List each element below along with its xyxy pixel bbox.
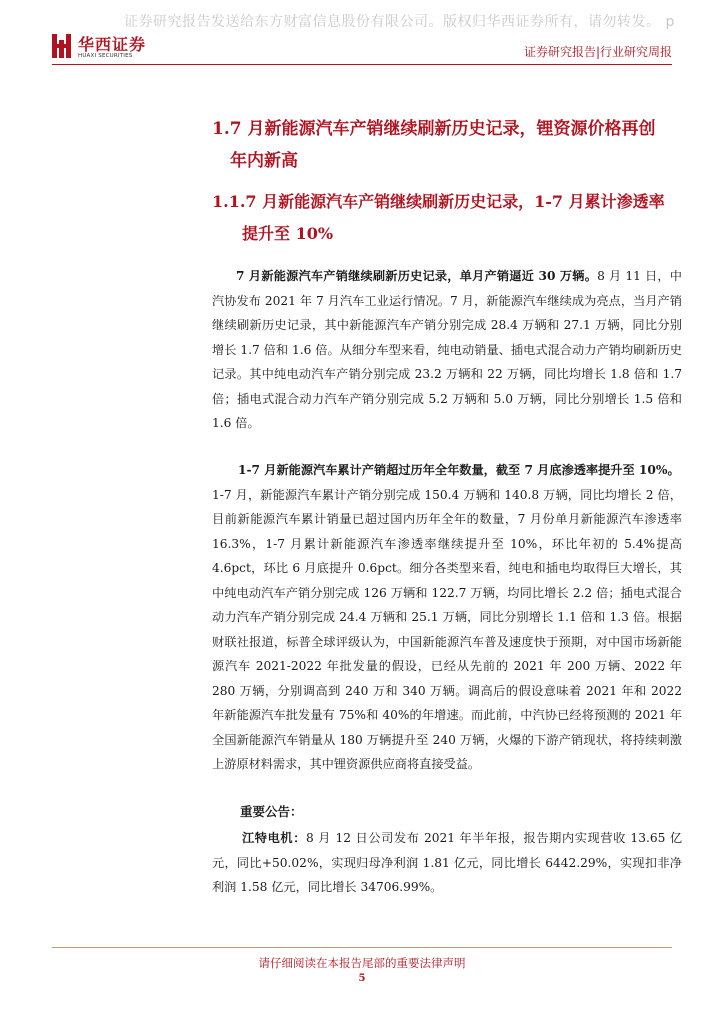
logo-mark-icon [52, 34, 72, 58]
section-heading-2-line1: 1.1.7 月新能源汽车产销继续刷新历史记录，1-7 月累计渗透率 [212, 192, 665, 211]
section-heading-2 [212, 186, 682, 250]
announcement-item [212, 826, 682, 900]
logo-name-en: HUAXI SECURITIES [78, 53, 133, 59]
header-divider [52, 64, 672, 65]
paragraph-sales-record-lead: 7 月新能源汽车产销继续刷新历史记录，单月产销逼近 30 万辆。 [236, 269, 598, 283]
paragraph-sales-record [212, 264, 682, 436]
paragraph-penetration-rate-lead: 1-7 月新能源汽车累计产销超过历年全年数量，截至 7 月底渗透率提升至 10%。 [238, 463, 680, 477]
legal-notice: 请仔细阅读在本报告尾部的重要法律声明 [258, 956, 466, 970]
paragraph-penetration-rate-body: 1-7 月，新能源汽车累计产销分别完成 150.4 万辆和 140.8 万辆，同比均增长 2 倍，目前新能源汽车累计销量已超过国内历年全年的数量，7 月份单月新能源汽车渗透率 16.3%，1-7 月累计新能源汽车渗透率继续提升至 10%，环比年初的 5.4%提高 4.6pct，环比 6 月底提升 0.6pct。细分各类型来看，纯电和插电均取得巨大增长，其中纯电动汽车产销分别完成 126 万辆和 122.7 万辆，均同比增长 2.2 倍；插电式混合动力汽车产销分别完成 24.4 万辆和 25.1 万辆，同比分别增长 1.1 倍和 1.3 倍。根据财联社报道，标普全球评级认为，中国新能源汽车普及速度快于预期，对中国市场新能源汽车 2021-2022 年批发量的假设，已经从先前的 2021 年 200 万辆、2022 年 280 万辆，分别调高到 240 万和 340 万辆。调高后的假设意味着 2021 年和 2022 年新能源汽车批发量有 75%和 40%的年增速。而此前，中汽协已经将预测的 2021 年全国新能源汽车销量从 180 万辆提升至 240 万辆，火爆的下游产销现状，将持续刺激上游原材料需求，其中锂资源供应商将直接受益。 [212, 487, 682, 771]
section-heading-1-line2: 年内新高 [230, 151, 298, 171]
watermark-text: 证券研究报告发送给东方财富信息股份有限公司。版权归华西证券所有，请勿转发。 p [124, 14, 675, 30]
logo-name-cn: 华西证券 [78, 35, 147, 54]
section-heading-2-line2: 提升至 10% [242, 224, 334, 243]
footer-divider [52, 947, 672, 948]
section-heading-1-line1: 1.7 月新能源汽车产销继续刷新历史记录，锂资源价格再创 [212, 119, 656, 139]
page-number: 5 [358, 973, 366, 984]
announcement-company: 江特电机： [242, 831, 307, 845]
section-heading-1 [212, 113, 682, 177]
report-type-label: 证券研究报告|行业研究周报 [523, 45, 672, 59]
paragraph-penetration-rate [212, 458, 682, 777]
announcement-text: 8 月 12 日公司发布 2021 年半年报，报告期内实现营收 13.65 亿元，同比+50.02%，实现归母净利润 1.81 亿元，同比增长 6442.29%，实现扣非净利润 1.58 亿元，同比增长 34706.99%。 [212, 831, 683, 894]
announcements-title: 重要公告： [240, 804, 303, 819]
paragraph-sales-record-body: 8 月 11 日，中汽协发布 2021 年 7 月汽车工业运行情况。7 月，新能源汽车继续成为亮点，当月产销继续刷新历史记录，其中新能源汽车产销分别完成 28.4 万辆和 27.1 万辆，同比分别增长 1.7 倍和 1.6 倍。从细分车型来看，纯电动销量、插电式混合动力产销均刷新历史记录。其中纯电动汽车产销分别完成 23.2 万辆和 22 万辆，同比均增长 1.8 倍和 1.7 倍；插电式混合动力汽车产销分别完成 5.2 万辆和 5.0 万辆，同比分别增长 1.5 倍和 1.6 倍。 [212, 269, 682, 430]
company-logo [52, 32, 172, 66]
